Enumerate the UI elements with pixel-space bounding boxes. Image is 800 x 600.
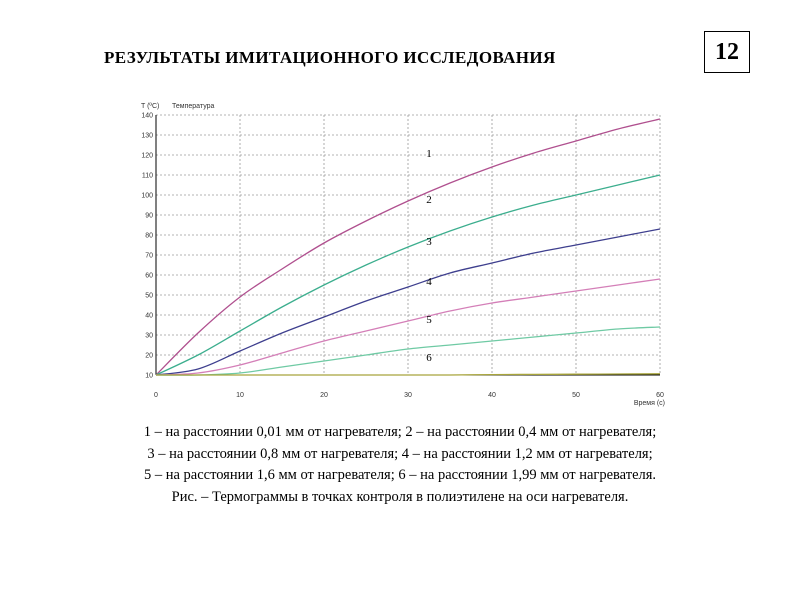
x-tick-label: 50	[572, 392, 580, 399]
y-tick-label: 130	[141, 132, 153, 140]
caption-line: 5 – на расстоянии 1,6 мм от нагревателя; 6 – на расстоянии 1,99 мм от нагревателя.	[143, 467, 657, 483]
series-label-5: 5	[426, 314, 432, 326]
caption-line: 3 – на расстоянии 0,8 мм от нагревателя; 4 – на расстоянии 1,2 мм от нагревателя;	[147, 445, 653, 462]
y-tick-label: 110	[141, 172, 153, 180]
y-tick-label: 70	[145, 252, 153, 260]
caption-line: 1 – на расстоянии 0,01 мм от нагревателя; 2 – на расстоянии 0,4 мм от нагревателя;	[143, 424, 657, 440]
caption-line: Рис. – Термограммы в точках контроля в полиэтилене на оси нагревателя.	[171, 488, 629, 505]
chart-title: Температура	[172, 103, 215, 110]
y-tick-label: 140	[141, 112, 153, 120]
x-tick-label: 60	[656, 392, 664, 399]
series-label-1: 1	[426, 148, 432, 160]
y-tick-label: 50	[145, 292, 153, 300]
series-label-2: 2	[426, 194, 432, 206]
x-tick-label: 40	[488, 392, 496, 399]
tick-layer	[141, 113, 664, 400]
y-tick-label: 100	[141, 192, 153, 200]
slide-title: РЕЗУЛЬТАТЫ ИМИТАЦИОННОГО ИССЛЕДОВАНИЯ	[104, 48, 556, 67]
y-axis-label: T (ºC)	[141, 103, 160, 110]
y-tick-label: 10	[145, 372, 153, 380]
y-tick-label: 80	[145, 232, 153, 240]
x-tick-label: 10	[236, 392, 244, 399]
series-label-6: 6	[426, 352, 432, 364]
x-tick-label: 20	[320, 392, 328, 399]
x-tick-label: 0	[154, 392, 158, 399]
x-tick-label: 30	[404, 392, 412, 399]
series-line-3	[156, 229, 660, 375]
series-label-3: 3	[426, 236, 432, 248]
y-tick-label: 40	[145, 312, 153, 320]
y-tick-label: 60	[145, 272, 153, 280]
y-tick-label: 90	[145, 212, 153, 220]
series-label-layer	[426, 148, 432, 364]
y-tick-label: 120	[141, 152, 153, 160]
slide-number-box: 12	[704, 31, 750, 73]
y-tick-label: 30	[145, 332, 153, 340]
figure-caption	[40, 422, 760, 508]
y-tick-label: 20	[145, 352, 153, 360]
series-label-4: 4	[426, 276, 432, 288]
x-axis-label: Время (с)	[633, 400, 665, 407]
